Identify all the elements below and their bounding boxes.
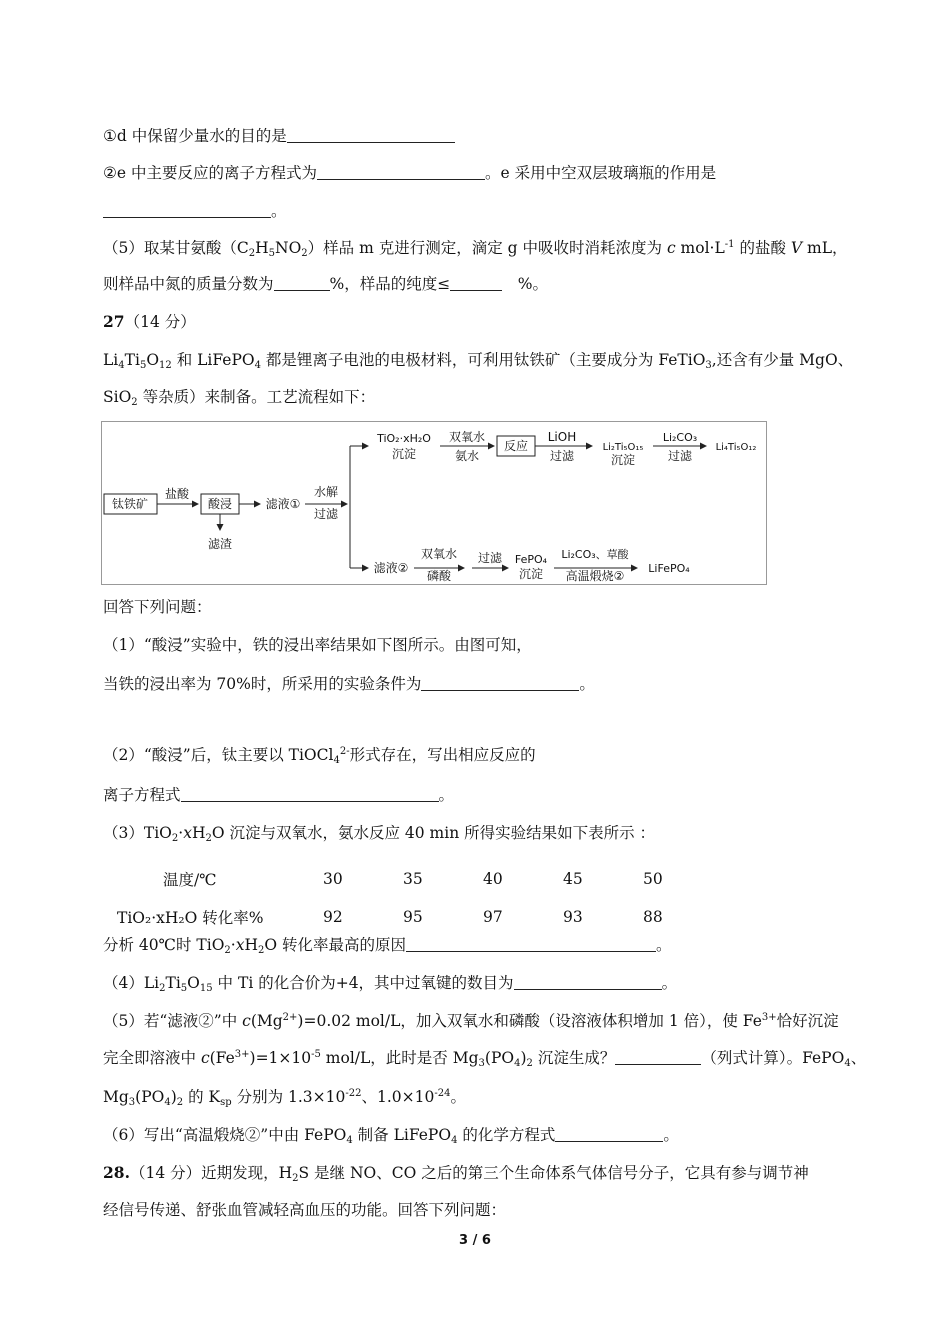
flow-lioh: LiOH [547, 430, 577, 444]
flow-tio2: TiO₂·xH₂O [377, 432, 431, 445]
answer-blank[interactable] [421, 674, 579, 691]
flow-li4ti5o12: Li₄Ti₅O₁₂ [715, 442, 757, 453]
q28-line1: 28.（14 分）近期发现，$H_2S$ 是继 NO、CO 之后的第三个生命体系气体信号分子，它具有参与调节神 [103, 1163, 809, 1184]
table-cell: 30 [323, 870, 343, 888]
q28-line2: 经信号传递、舒张血管减轻高血压的功能。回答下列问题： [103, 1201, 507, 1219]
q27-q3-line1: $(3)TiO_2\cdot xH_2O$ 沉淀与双氧水，氨水反应 40 min 所得实验结果如下表所示 ： [103, 824, 656, 844]
flow-filtrate2: 滤液② [373, 561, 409, 575]
q27-intro-line2: SiO$_2$ 等杂质）来制备。工艺流程如下： [103, 388, 376, 408]
flow-raw: 钛铁矿 [111, 497, 149, 511]
flow-react: 反应 [503, 439, 529, 453]
table-cell: 45 [563, 870, 583, 888]
answer-blank[interactable] [181, 785, 439, 802]
flow-filtrate1: 滤液① [265, 497, 301, 511]
q27-q2-line1: （2）“酸浸”后，钛主要以 TiOCl$_4^{2-}$形式存在，写出相应反应的 [103, 746, 536, 766]
q27-heading: 27（14 分） [103, 312, 196, 331]
answer-blank[interactable] [406, 935, 656, 952]
q26-item2: ②e 中主要反应的离子方程式为 。e 采用中空双层玻璃瓶的作用是 [103, 164, 717, 182]
flow-fepo4: FePO₄ [514, 553, 548, 566]
q27-q3-line2: 分析 40℃时 $TiO_2\cdot xH_2O$ 转化率最高的原因 。 [103, 936, 672, 956]
answer-blank[interactable] [514, 973, 662, 990]
answer-blank[interactable] [274, 274, 330, 291]
flow-li2co3: Li₂CO₃ [662, 431, 698, 444]
row-label: 温度/℃ [163, 871, 217, 889]
table-row [103, 898, 703, 936]
table-cell: 40 [483, 870, 503, 888]
flow-ppt3: 沉淀 [518, 567, 544, 581]
flow-hydrolysis: 水解 [313, 485, 339, 499]
flow-filter2: 过滤 [549, 449, 575, 463]
flow-filter4: 过滤 [477, 551, 503, 565]
answer-blank[interactable] [287, 126, 455, 143]
table-cell: 92 [323, 908, 343, 926]
flow-ppt2: 沉淀 [610, 453, 636, 467]
row-label: TiO₂·xH₂O 转化率% [117, 909, 264, 927]
table-cell: 35 [403, 870, 423, 888]
q27-intro-line1: $Li_4Ti_5O_{12}$ 和 LiFePO$_4$ 都是锂离子电池的电极材料，可利用钛铁矿（主要成分为 FeTiO$_3$,还含有少量 MgO、 [103, 351, 854, 371]
q26-q5-line2: 则样品中氮的质量分数为 %，样品的纯度≤ %。 [103, 275, 548, 293]
table-cell: 93 [563, 908, 583, 926]
q27-q5-line1: （5）若“滤液②”中 $c(Mg^{2+})=0.02$ mol/L，加入双氧水和磷酸（设溶液体积增加 1 倍），使 $Fe^{3+}$恰好沉淀 [103, 1012, 839, 1030]
answer-blank[interactable] [450, 274, 502, 291]
q27-q1-line2: 当铁的浸出率为 70%时，所采用的实验条件为 。 [103, 675, 595, 693]
table-cell: 50 [643, 870, 663, 888]
q26-q5-line1: （5）取某甘氨酸$(C_2H_5NO_2)$样品 m 克进行测定，滴定 g 中吸收时消耗浓度为 c $mol\cdot L^{-1}$ 的盐酸 V mL， [103, 239, 848, 259]
flow-phosphoric: 磷酸 [426, 569, 452, 583]
process-flow-diagram [101, 421, 767, 585]
table-cell: 88 [643, 908, 663, 926]
answer-prompt: 回答下列问题： [103, 598, 212, 616]
flow-leach: 酸浸 [207, 497, 233, 511]
flow-calcine: 高温煅烧② [565, 569, 625, 583]
flow-h2o2-2: 双氧水 [420, 547, 458, 561]
q27-q6: （6）写出“高温煅烧②”中由 FePO$_4$ 制备 LiFePO$_4$ 的化学方程式 。 [103, 1126, 679, 1146]
q27-q4: $(4)Li_2Ti_5O_{15}$ 中 Ti 的化合价为+4，其中过氧键的数目为 。 [103, 974, 678, 994]
flow-h2o2-1: 双氧水 [448, 430, 486, 444]
flow-ammonia: 氨水 [454, 449, 480, 463]
flow-lifepo4: LiFePO₄ [648, 562, 690, 575]
q26-item2-cont: 。 [103, 200, 287, 222]
flow-filter3: 过滤 [667, 449, 693, 463]
table-cell: 95 [403, 908, 423, 926]
answer-blank[interactable] [555, 1125, 663, 1142]
table-row [103, 860, 703, 898]
flow-ppt1: 沉淀 [391, 447, 417, 461]
q26-item1: ①d 中保留少量水的目的是 [103, 125, 455, 147]
flow-filter: 过滤 [313, 507, 339, 521]
q27-q2-line2: 离子方程式 。 [103, 786, 455, 804]
answer-blank[interactable] [615, 1048, 701, 1065]
flow-acid: 盐酸 [164, 487, 190, 501]
q27-q5-line2: 完全即溶液中 $c(Fe^{3+})=1\times 10^{-5}$ mol/L，此时是否 $Mg_3(PO_4)_2$ 沉淀生成？ （列式计算）。FePO$_4$、 [103, 1049, 867, 1069]
answer-blank[interactable] [103, 201, 271, 218]
flow-li2co3-oxalic: Li₂CO₃、草酸 [561, 548, 629, 561]
flow-li2ti5o15: Li₂Ti₅O₁₅ [602, 442, 644, 453]
conversion-table [103, 860, 703, 936]
page-number: 3 / 6 [459, 1233, 491, 1248]
q27-q1-line1: （1）“酸浸”实验中，铁的浸出率结果如下图所示。由图可知， [103, 636, 532, 654]
flow-residue: 滤渣 [207, 537, 233, 551]
answer-blank[interactable] [317, 163, 485, 180]
q27-q5-line3: $Mg_3(PO_4)_2$ 的 $K_{sp}$ 分别为 $1.3\times 10^{-22}$、$1.0\times 10^{-24}$。 [103, 1088, 466, 1108]
table-cell: 97 [483, 908, 503, 926]
